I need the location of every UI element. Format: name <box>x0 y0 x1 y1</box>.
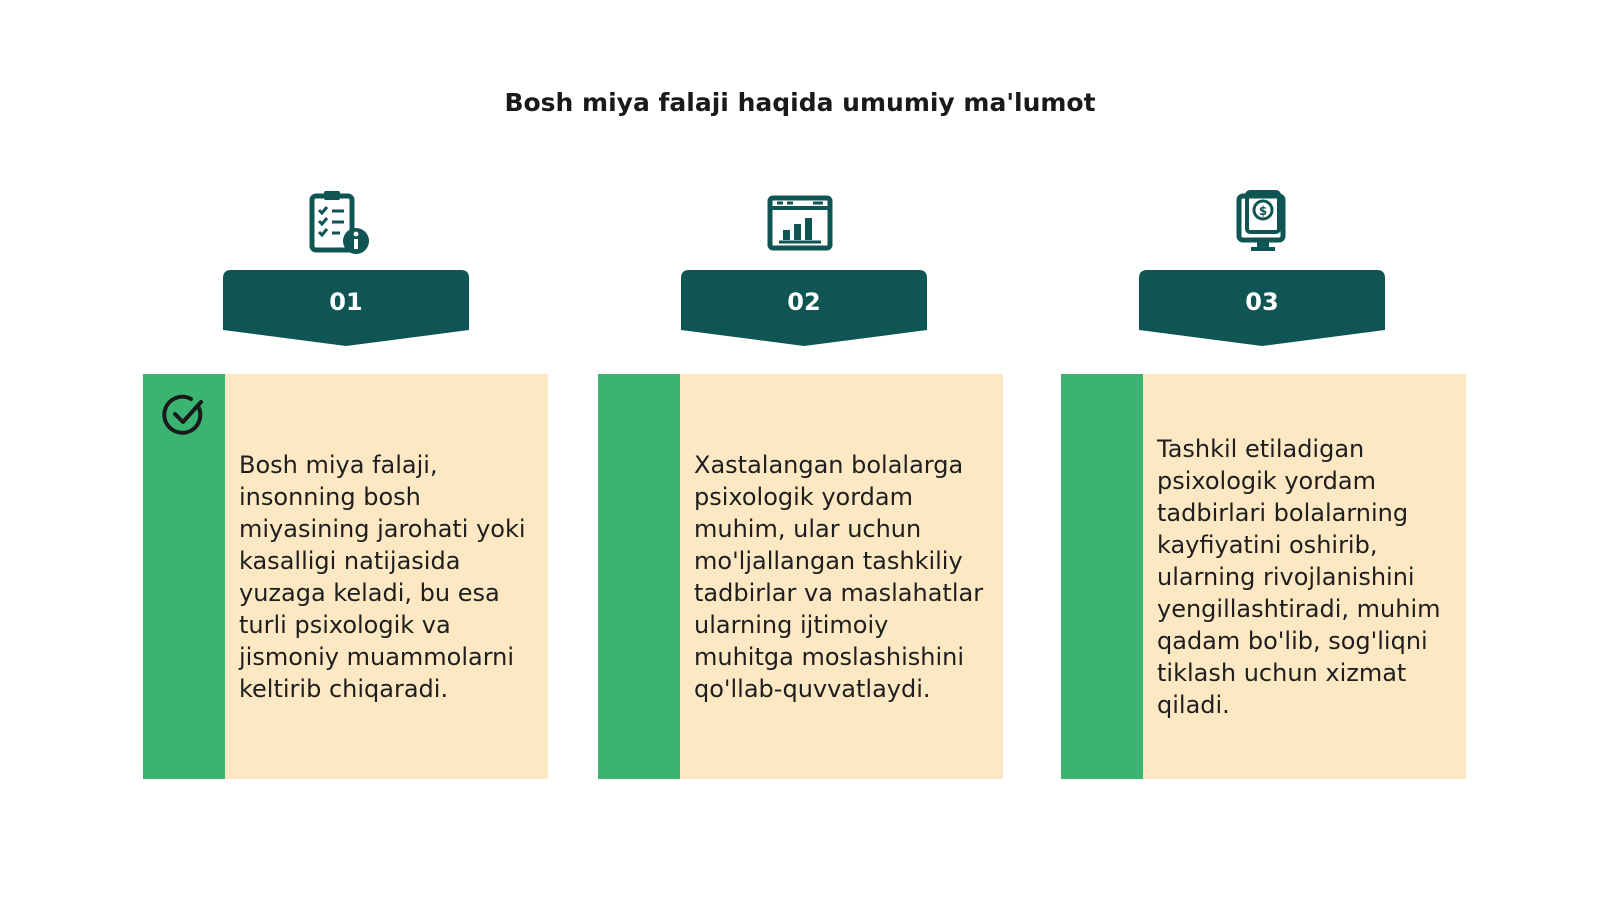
card-text-content: Xastalangan bolalarga psixologik yordam muhim, ular uchun mo'ljallangan tashkiliy tadbirlar va maslahatlar ularning ijtimoiy muhitga moslashishini qo'llab-quvvatlaydi. <box>694 450 984 703</box>
card-text <box>694 374 991 779</box>
card-text-content: Tashkil etiladigan psixologik yordam tadbirlari bolalarning kayfiyatini oshirib, ularning rivojlanishini yengillashtiradi, muhim qadam bo'lib, sog'liqni tiklash uchun xizmat qiladi. <box>1157 434 1441 719</box>
chart-window-icon <box>765 188 835 258</box>
card-accent-strip <box>1061 374 1143 779</box>
number-badge-3 <box>1139 270 1385 346</box>
money-monitor-icon <box>1227 188 1297 258</box>
badge-number: 03 <box>1245 288 1279 316</box>
svg-text:$: $ <box>1258 204 1268 218</box>
card-text <box>1157 374 1454 779</box>
number-badge-2 <box>681 270 927 346</box>
card-accent-strip <box>598 374 680 779</box>
badge-number: 01 <box>329 288 363 316</box>
info-card-3 <box>1061 374 1466 779</box>
card-text-content: Bosh miya falaji, insonning bosh miyasining jarohati yoki kasalligi natijasida yuzaga keladi, bu esa turli psixologik va jismoniy muammolarni keltirib chiqaradi. <box>239 450 526 703</box>
info-card-2 <box>598 374 1003 779</box>
page-title: Bosh miya falaji haqida umumiy ma'lumot <box>504 88 1096 117</box>
badge-number: 02 <box>787 288 821 316</box>
